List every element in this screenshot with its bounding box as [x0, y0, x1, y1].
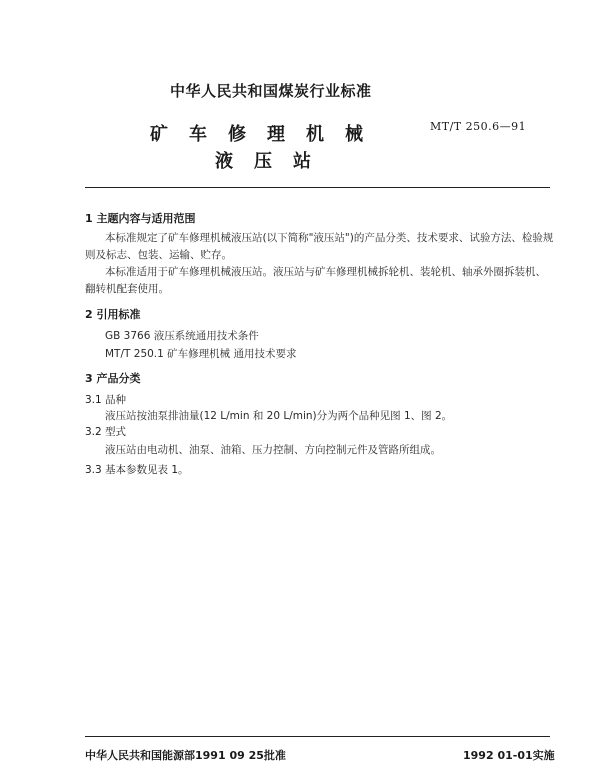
section-3-2-text: 液压站由电动机、油泵、油箱、压力控制、方向控制元件及管路所组成。	[105, 444, 441, 456]
standard-code: MT/T 250.6—91	[430, 120, 527, 133]
section-3-2-heading: 3.2 型式	[85, 426, 127, 438]
section-3-3-heading: 3.3 基本参数见表 1。	[85, 464, 189, 476]
document-title: 矿车修理机械	[150, 124, 384, 145]
reference-mt-t-250-1: MT/T 250.1 矿车修理机械 通用技术要求	[105, 348, 297, 360]
header-divider	[85, 187, 550, 188]
effective-date: 1992 01-01实施	[463, 749, 555, 762]
approval-date: 中华人民共和国能源部1991 09 25批准	[85, 749, 286, 762]
section-1-paragraph-2: 本标准适用于矿车修理机械液压站。液压站与矿车修理机械拆轮机、装轮机、轴承外圈拆装机、翻转机配套使用。	[85, 266, 546, 295]
section-3-1-text: 液压站按油泵排油量(12 L/min 和 20 L/min)分为两个品种见图 1、图 2。	[105, 410, 453, 422]
document-subtitle: 液压站	[215, 151, 332, 172]
issuing-body-heading: 中华人民共和国煤炭行业标准	[170, 82, 372, 100]
section-1-heading: 1 主题内容与适用范围	[85, 212, 196, 225]
section-2-heading: 2 引用标准	[85, 308, 141, 321]
section-1-paragraph-1: 本标准规定了矿车修理机械液压站(以下简称"液压站")的产品分类、技术要求、试验方法、检验规则及标志、包装、运输、贮存。	[85, 232, 554, 261]
section-3-heading: 3 产品分类	[85, 372, 141, 385]
footer-divider	[85, 736, 550, 737]
reference-gb3766: GB 3766 液压系统通用技术条件	[105, 330, 259, 342]
section-3-1-heading: 3.1 品种	[85, 394, 127, 406]
